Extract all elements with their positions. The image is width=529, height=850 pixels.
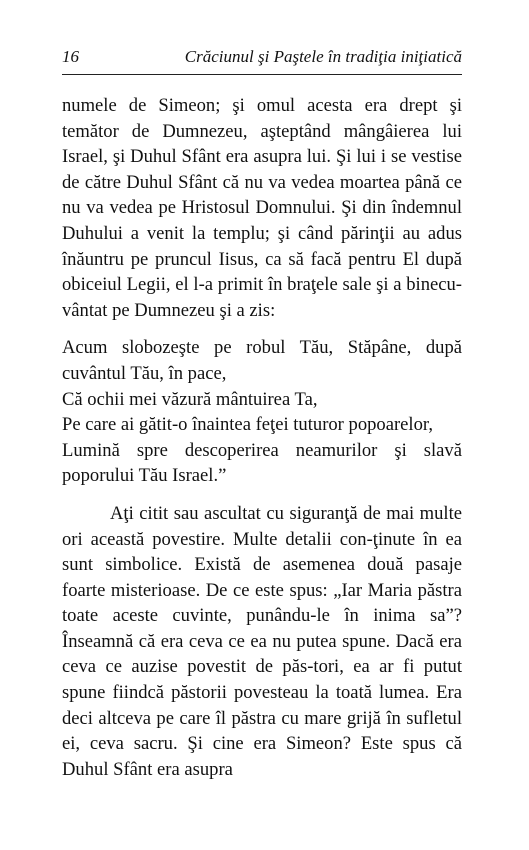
page-body — [62, 93, 462, 782]
paragraph-2: Aţi citit sau ascultat cu siguranţă de mai multe ori această povestire. Multe detalii con-ţinute în ea sunt simbolice. Există de asemenea două pasaje foarte misterioase. De ce este spus: „Iar Maria păstra toate aceste cuvinte, punându-le în inima sa”? Înseamnă că era ceva ce ea nu putea spune. Dacă era ceva ce auzise povestit de păs-tori, ea ar fi putut spune fiindcă păstorii povesteau la toată lumea. Era deci altceva pe care îl păstra cu mare grijă în sufletul ei, ceva sacru. Şi cine era Simeon? Este spus că Duhul Sfânt era asupra — [62, 502, 462, 780]
canticle-quote — [62, 335, 462, 489]
canticle-line-2: Că ochii mei văzură mântuirea Ta, — [62, 388, 318, 410]
canticle-line-1: Acum slobozeşte pe robul Tău, Stăpâne, după cuvântul Tău, în pace, — [62, 337, 462, 384]
running-title: Crăciunul şi Paştele în tradiţia iniţiatică — [184, 47, 462, 66]
page-number: 16 — [62, 47, 79, 66]
header-rule — [62, 74, 462, 75]
running-header — [62, 46, 462, 68]
canticle-line-3: Pe care ai gătit-o înaintea feţei tuturor popoarelor, — [62, 414, 433, 436]
paragraph-1: numele de Simeon; şi omul acesta era drept şi temător de Dumnezeu, aşteptând mângâierea lui Israel, şi Duhul Sfânt era asupra lui. Şi lui i se vestise de către Duhul Sfânt că nu va vedea moartea până ce nu va vedea pe Hristosul Domnului. Şi din îndemnul Duhului a venit la templu; şi când părinţii au adus înăuntru pe pruncul Iisus, ca să facă pentru El după obiceiul Legii, el l-a primit în braţele sale şi a binecu-vântat pe Dumnezeu şi a zis: — [62, 95, 462, 321]
canticle-line-4: Lumină spre descoperirea neamurilor şi slavă poporului Tău Israel.” — [62, 439, 462, 487]
